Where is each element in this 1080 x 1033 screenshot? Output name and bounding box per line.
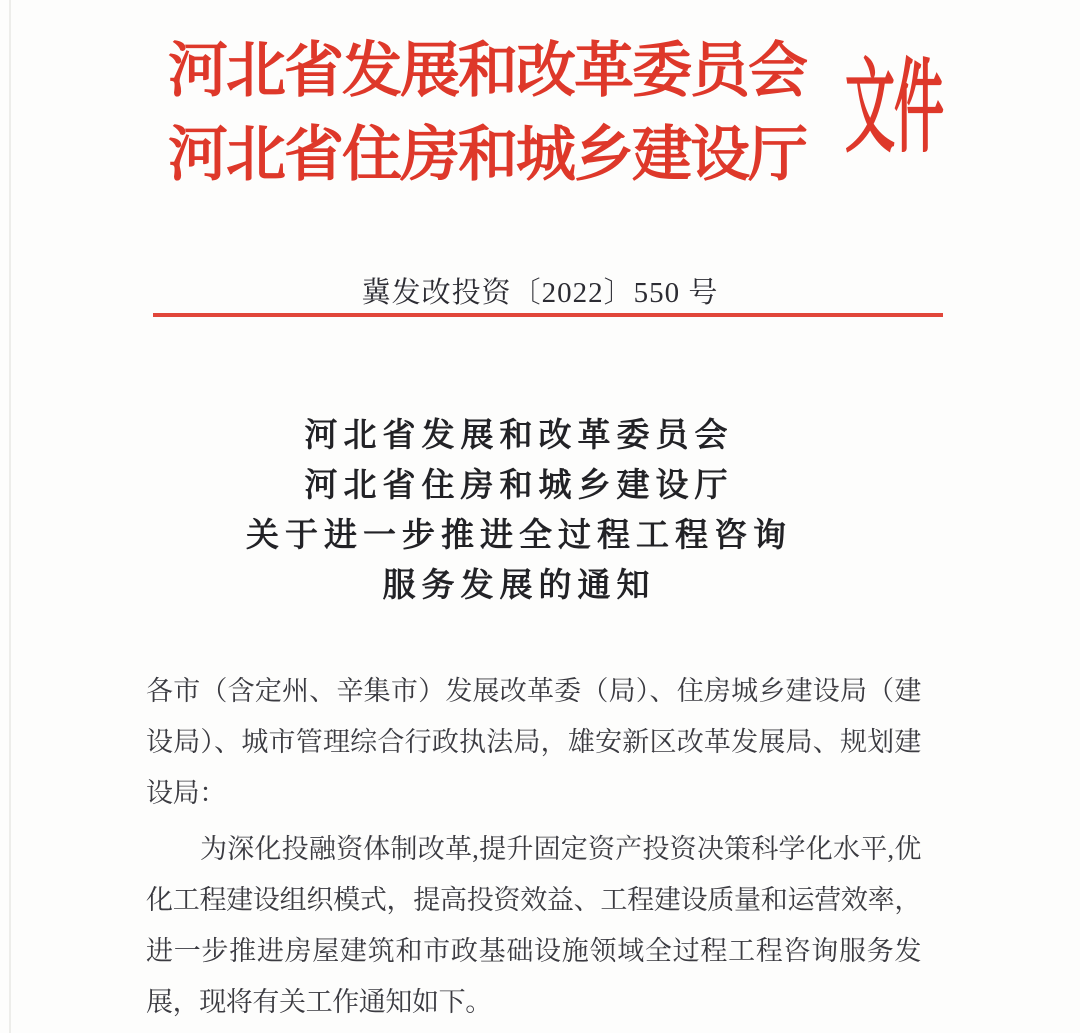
doc-number: 冀发改投资〔2022〕550 号: [361, 277, 719, 309]
doc-type-label: 文件: [845, 50, 943, 166]
title-line-4: 服务发展的通知: [382, 568, 656, 604]
title-line-1: 河北省发展和改革委员会: [304, 418, 734, 454]
salutation-paragraph: 各市（含定州、辛集市）发展改革委（局）、住房城乡建设局（建设局）、城市管理综合行政执法局，雄安新区改革发展局、规划建设局：: [146, 676, 921, 808]
red-separator-rule: [153, 313, 943, 317]
document-title: [0, 411, 1059, 611]
title-line-3: 关于进一步推进全过程工程咨询: [246, 518, 792, 554]
title-line-2: 河北省住房和城乡建设厅: [304, 468, 734, 504]
body-paragraph: 为深化投融资体制改革,提升固定资产投资决策科学化水平,优化工程建设组织模式，提高投资效益、工程建设质量和运营效率，进一步推进房屋建筑和市政基础设施领域全过程工程咨询服务发展，现将有关工作通知如下。: [146, 834, 921, 1017]
document-body: [146, 666, 921, 1028]
letterhead-org-line-2: 河北省住房和城乡建设厅: [168, 122, 806, 188]
letterhead-org-line-1: 河北省发展和改革委员会: [168, 38, 806, 104]
